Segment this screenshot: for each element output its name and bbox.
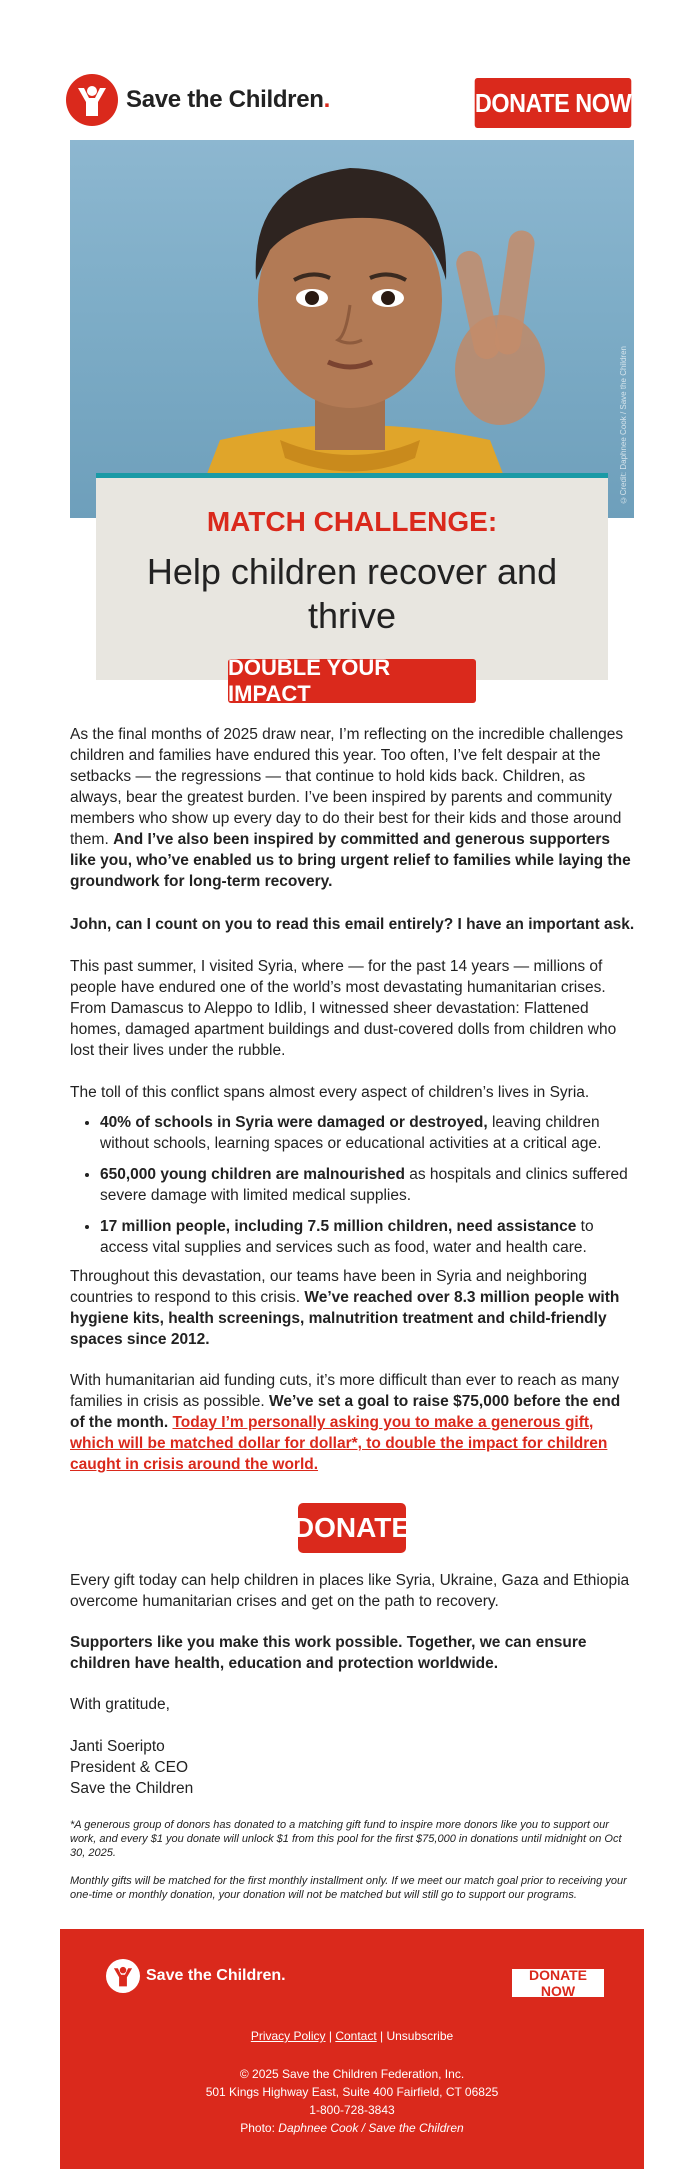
brand-logo[interactable]	[66, 74, 330, 126]
contact-link[interactable]: Contact	[335, 2029, 377, 2043]
child-figure-icon	[106, 1959, 140, 1993]
statistics-list	[70, 1112, 636, 1268]
match-challenge-panel	[96, 473, 608, 680]
closing: With gratitude,	[70, 1696, 170, 1713]
signature-name: Janti Soeripto	[70, 1738, 165, 1755]
email-footer	[60, 1929, 644, 2169]
letter-paragraph-5: Throughout this devastation, our teams have been in Syria and neighboring countries to respond to this crisis. We’ve reached over 8.3 million people with hygiene kits, health screenings, malnutrition treatment and child-friendly spaces since 2012.	[70, 1268, 620, 1348]
hero-photo[interactable]	[70, 140, 634, 518]
signature-org: Save the Children	[70, 1780, 194, 1797]
signature-title: President & CEO	[70, 1759, 189, 1776]
footer-brand-name: Save the Children.	[146, 1967, 286, 1984]
unsubscribe-link[interactable]: Unsubscribe	[386, 2029, 454, 2043]
match-subtitle: Help children recover and thrive	[146, 551, 558, 636]
footer-donate-now-button[interactable]: DONATE NOW	[512, 1969, 604, 1997]
donate-now-button[interactable]: DONATE NOW	[475, 78, 632, 128]
signature-block	[70, 1736, 636, 1799]
photo-credit: ©Credit: Daphnee Cook / Save the Children	[619, 345, 628, 504]
footer-info	[60, 2065, 644, 2137]
letter-paragraph-3: This past summer, I visited Syria, where — for the past 14 years — millions of people have endured one of the world’s most devastating humanitarian crises. From Damascus to Aleppo to Idlib, I witnessed sheer devastation: Flattened homes, damaged apartment buildings and dust-covered dolls from children who lost their lives under the rubble.	[70, 958, 617, 1059]
list-item: • 650,000 young children are malnourished as hospitals and clinics suffered severe damage with limited medical supplies.	[100, 1164, 636, 1206]
footer-photo-credit: Photo: Daphnee Cook / Save the Children	[240, 2121, 464, 2135]
letter-paragraph-2: John, can I count on you to read this email entirely? I have an important ask.	[70, 916, 635, 933]
brand-name: Save the Children.	[126, 86, 330, 113]
double-your-impact-button[interactable]: DOUBLE YOUR IMPACT	[228, 659, 476, 703]
footer-links: Privacy Policy | Contact | Unsubscribe	[250, 2029, 454, 2043]
letter-paragraph-6: With humanitarian aid funding cuts, it’s more difficult than ever to reach as many families in crisis as possible. We’ve set a goal to raise $75,000 before the end of the month. Today I’m personally asking you to make a generous gift, which will be matched dollar for dollar*, to double the impact for children caught in crisis around the world.	[70, 1372, 621, 1473]
letter-paragraph-1: As the final months of 2025 draw near, I’m reflecting on the incredible challenges children and families have endured this year. Too often, I’ve felt despair at the setbacks — the regressions — that continue to hold kids back. Children, as always, bear the greatest burden. I’ve been inspired by parents and community members who show up every day to do their best for their kids and those around them. And I’ve also been inspired by committed and generous supporters like you, who’ve enabled us to bring urgent relief to families while laying the groundwork for long-term recovery.	[70, 726, 631, 890]
letter-paragraph-7: Every gift today can help children in places like Syria, Ukraine, Gaza and Ethiopia overcome humanitarian crises and get on the path to recovery.	[70, 1572, 630, 1610]
phone: 1-800-728-3843	[309, 2103, 395, 2117]
match-title: MATCH CHALLENGE:	[206, 506, 498, 537]
list-item: • 40% of schools in Syria were damaged or destroyed, leaving children without schools, learning spaces or educational activities at a critical age.	[100, 1112, 636, 1154]
footer-logo[interactable]	[106, 1959, 286, 1993]
list-item: • 17 million people, including 7.5 million children, need assistance to access vital supplies and services such as food, water and health care.	[100, 1216, 636, 1258]
address: 501 Kings Highway East, Suite 400 Fairfield, CT 06825	[205, 2085, 499, 2099]
child-figure-icon	[66, 74, 118, 126]
match-disclaimer: *A generous group of donors has donated to a matching gift fund to inspire more donors like you to support our work, and every $1 you donate will unlock $1 from this pool for the first $75,000 in donations until midnight on Oct 30, 2025.	[70, 1819, 622, 1859]
monthly-disclaimer: Monthly gifts will be matched for the first monthly installment only. If we meet our match goal prior to receiving your one-time or monthly donation, your donation will not be matched but will still go to support our programs.	[70, 1875, 627, 1901]
donate-button[interactable]: DONATE	[298, 1503, 406, 1553]
letter-paragraph-4: The toll of this conflict spans almost every aspect of children’s lives in Syria.	[70, 1084, 590, 1101]
privacy-policy-link[interactable]: Privacy Policy	[250, 2029, 326, 2043]
match-gift-link[interactable]: Today I’m personally asking you to make a generous gift, which will be matched dollar for dollar*, to double the impact for children caught in crisis around the world.	[70, 1414, 608, 1473]
copyright: © 2025 Save the Children Federation, Inc.	[239, 2067, 465, 2081]
child-photo-illustration	[70, 140, 634, 518]
email-header	[0, 0, 700, 140]
letter-paragraph-8: Supporters like you make this work possible. Together, we can ensure children have health, education and protection worldwide.	[70, 1634, 587, 1672]
